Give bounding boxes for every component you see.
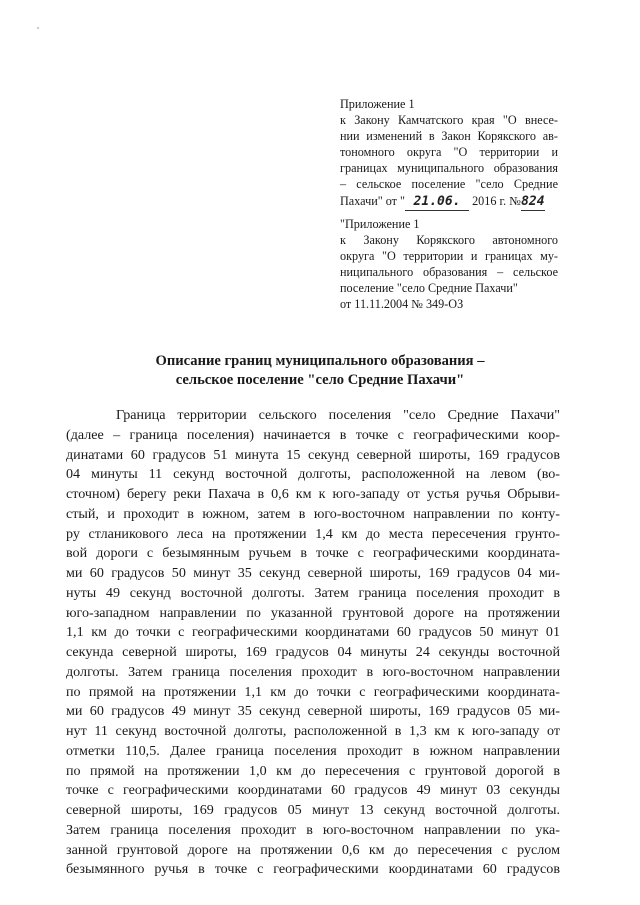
body-line: (далее – граница поселения) начинается в точке с географическими коор- xyxy=(66,426,560,443)
appendix-1-header xyxy=(340,96,558,211)
appendix-2-line: поселение "село Средние Пахачи" xyxy=(340,281,518,296)
body-line: нуты 49 секунд восточной долготы. Затем граница поселения проходит в xyxy=(66,584,560,601)
body-line: ру стланикового леса на протяжении 1,4 км до места пересечения грунто- xyxy=(66,525,560,542)
appendix-1-line: тономного округа "О территории и xyxy=(340,145,558,160)
appendix-2-line: ниципального образования – сельское xyxy=(340,265,558,280)
body-line: вой дороги с безымянным ручьем в точке с географическими координата- xyxy=(66,545,560,562)
body-line: ми 60 градусов 49 минут 35 секунд северной широты, 169 градусов 05 ми- xyxy=(66,703,560,720)
title-line-1: Описание границ муниципального образования – xyxy=(155,353,485,369)
appendix-2-header xyxy=(340,216,558,313)
body-line: ми 60 градусов 50 минут 35 секунд северной широты, 169 градусов 04 ми- xyxy=(66,565,560,581)
appendix-1-line: к Закону Камчатского края "О внесе- xyxy=(340,113,558,128)
body-line: по прямой на протяжении 1,1 км до точки с географическими координата- xyxy=(66,683,560,700)
document-title xyxy=(0,352,640,390)
appendix-2-line: к Закону Корякского автономного xyxy=(340,233,558,248)
scan-speck xyxy=(37,27,39,29)
body-line: сточном) берегу реки Пахача в 0,6 км к юго-западу от устья ручья Обрыви- xyxy=(66,486,560,502)
handwritten-number: 824 xyxy=(521,194,545,211)
title-line-2: сельское поселение "село Средние Пахачи" xyxy=(175,372,465,388)
body-line: по прямой на протяжении 1,0 км до пересечения с грунтовой дорогой в xyxy=(66,762,560,779)
body-line: 04 минуты 11 секунд восточной долготы, расположенной на левом (во- xyxy=(66,466,560,483)
body-paragraph xyxy=(66,406,560,880)
body-line: Граница территории сельского поселения "село Средние Пахачи" xyxy=(116,407,560,423)
handwritten-date: 21.06. xyxy=(405,194,469,211)
body-line: Затем граница поселения проходит в юго-восточном направлении по ука- xyxy=(66,821,560,838)
date-year: 2016 г. № xyxy=(472,193,521,208)
appendix-1-line: Приложение 1 xyxy=(340,97,415,111)
body-line: стый, и проходит в южном, затем в юго-восточном направлении по конту- xyxy=(66,505,560,522)
appendix-1-line: – сельское поселение "село Средние xyxy=(340,177,558,192)
appendix-2-line: "Приложение 1 xyxy=(340,217,420,231)
body-line: точке с географическими координатами 60 градусов 49 минут 03 секунды xyxy=(66,782,560,799)
body-line: динатами 60 градусов 51 минута 15 секунд северной широты, 169 градусов xyxy=(66,446,560,463)
body-line: долготы. Затем граница поселения проходит в юго-восточном направлении xyxy=(66,663,560,680)
date-prefix: Пахачи" от " xyxy=(340,193,406,208)
appendix-1-date-line xyxy=(340,193,558,211)
appendix-2-line: от 11.11.2004 № 349-ОЗ xyxy=(340,297,464,312)
body-line: юго-западном направлении по указанной грунтовой дороге на протяжении xyxy=(66,604,560,621)
appendix-1-line: границах муниципального образования xyxy=(340,161,558,176)
appendix-2-line: округа "О территории и границах му- xyxy=(340,249,558,264)
body-line: отметки 110,5. Далее граница поселения проходит в южном направлении xyxy=(66,742,560,759)
appendix-1-line: нии изменений в Закон Корякского ав- xyxy=(340,129,558,144)
body-line: 1,1 км до точки с географическими координатами 60 градусов 50 минут 01 xyxy=(66,624,560,641)
body-line: секунда северной широты, 169 градусов 04 минуты 24 секунды восточной xyxy=(66,644,560,660)
body-line: занной грунтовой дороге на протяжении 0,6 км до пересечения с руслом xyxy=(66,841,560,858)
body-line: северной широты, 169 градусов 05 минут 13 секунд восточной долготы. xyxy=(66,802,560,818)
body-line: безымянного ручья в точке с географическими координатами 60 градусов xyxy=(66,861,560,878)
body-line: нут 11 секунд восточной долготы, расположенной в 1,3 км к юго-западу от xyxy=(66,723,560,739)
